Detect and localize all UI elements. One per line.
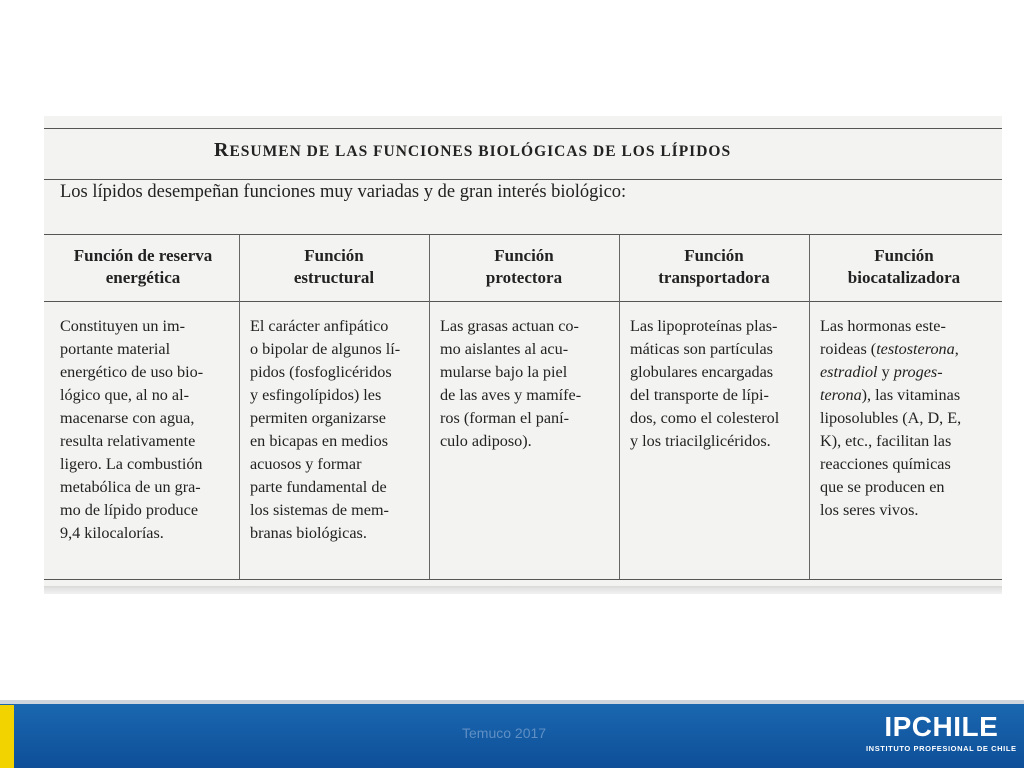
body-line: ligero. La combustión <box>60 455 203 473</box>
body-line: branas biológicas. <box>250 524 367 542</box>
italic-term: terona <box>820 386 862 404</box>
body-line: macenarse con agua, <box>60 409 195 427</box>
column-divider <box>619 235 620 579</box>
logo-subtitle: INSTITUTO PROFESIONAL DE CHILE <box>866 744 1017 753</box>
body-line: parte fundamental de <box>250 478 387 496</box>
body-line: mo de lípido produce <box>60 501 199 519</box>
body-line: acuosos y formar <box>250 455 362 473</box>
body-reserva <box>60 315 232 545</box>
functions-table <box>44 234 1002 580</box>
body-line: y los triacilglicéridos. <box>630 432 771 450</box>
footer-accent-stripe <box>0 705 14 768</box>
body-line: Las hormonas este- <box>820 317 946 335</box>
column-divider <box>239 235 240 579</box>
body-line: metabólica de un gra- <box>60 478 201 496</box>
header-line: Función <box>684 246 744 265</box>
title-band <box>44 128 1002 180</box>
column-divider <box>429 235 430 579</box>
header-line: transportadora <box>658 268 770 287</box>
header-estructural <box>241 245 427 297</box>
body-line: y esfingolípidos) les <box>250 386 382 404</box>
italic-term: testosterona <box>876 340 955 358</box>
italic-term: proges- <box>893 363 943 381</box>
body-line: Las grasas actuan co- <box>440 317 579 335</box>
body-line: globulares encargadas <box>630 363 774 381</box>
title-initial: R <box>214 139 230 161</box>
body-estructural <box>250 315 424 545</box>
header-protectora <box>431 245 617 297</box>
body-line: K), etc., facilitan las <box>820 432 952 450</box>
header-line: Función <box>304 246 364 265</box>
body-line: El carácter anfipático <box>250 317 389 335</box>
body-line: dos, como el colesterol <box>630 409 780 427</box>
body-biocatalizadora <box>820 315 992 522</box>
body-line: reacciones químicas <box>820 455 951 473</box>
logo-wordmark: IPCHILE <box>884 711 999 742</box>
body-line: de las aves y mamífe- <box>440 386 582 404</box>
footer-caption: Temuco 2017 <box>462 725 547 741</box>
body-line: o bipolar de algunos lí- <box>250 340 401 358</box>
header-reserva <box>50 245 236 297</box>
body-line: mularse bajo la piel <box>440 363 568 381</box>
body-line: los sistemas de mem- <box>250 501 389 519</box>
italic-term: estradiol <box>820 363 878 381</box>
body-line: permiten organizarse <box>250 409 386 427</box>
header-divider <box>44 301 1002 302</box>
header-line: biocatalizadora <box>847 268 961 287</box>
body-line: 9,4 kilocalorías. <box>60 524 164 542</box>
text-run: , <box>954 340 959 358</box>
body-line: culo adiposo). <box>440 432 532 450</box>
column-divider <box>809 235 810 579</box>
body-protectora <box>440 315 614 453</box>
header-line: energética <box>105 268 181 287</box>
header-line: protectora <box>485 268 563 287</box>
header-line: Función de reserva <box>73 246 213 265</box>
body-line: máticas son partículas <box>630 340 773 358</box>
header-line: Función <box>874 246 934 265</box>
ipchile-logo <box>866 712 1017 753</box>
body-transportadora <box>630 315 804 453</box>
body-line <box>820 338 992 361</box>
body-line: energético de uso bio- <box>60 363 204 381</box>
intro-text: Los lípidos desempeñan funciones muy variadas y de gran interés biológico: <box>60 182 627 202</box>
body-line: del transporte de lípi- <box>630 386 769 404</box>
title-text: ESUMEN DE LAS FUNCIONES BIOLÓGICAS DE LOS LÍPIDOS <box>229 143 732 160</box>
body-line: que se producen en <box>820 478 945 496</box>
scanned-table-image <box>44 116 1002 588</box>
text-run: y <box>877 363 894 381</box>
header-transportadora <box>621 245 807 297</box>
body-line: liposolubles (A, D, E, <box>820 409 962 427</box>
body-line: Las lipoproteínas plas- <box>630 317 778 335</box>
header-line: estructural <box>293 268 375 287</box>
body-line: ros (forman el paní- <box>440 409 570 427</box>
text-run: roideas ( <box>820 340 877 358</box>
body-line: Constituyen un im- <box>60 317 186 335</box>
body-line: portante material <box>60 340 171 358</box>
body-line: lógico que, al no al- <box>60 386 190 404</box>
body-line: en bicapas en medios <box>250 432 388 450</box>
header-line: Función <box>494 246 554 265</box>
text-run: ), las vitaminas <box>861 386 961 404</box>
table-title <box>214 139 731 162</box>
body-line <box>820 384 992 407</box>
body-line: pidos (fosfoglicéridos <box>250 363 392 381</box>
body-line: los seres vivos. <box>820 501 919 519</box>
body-line <box>820 361 992 384</box>
body-line: resulta relativamente <box>60 432 196 450</box>
body-line: mo aislantes al acu- <box>440 340 569 358</box>
header-biocatalizadora <box>811 245 997 297</box>
